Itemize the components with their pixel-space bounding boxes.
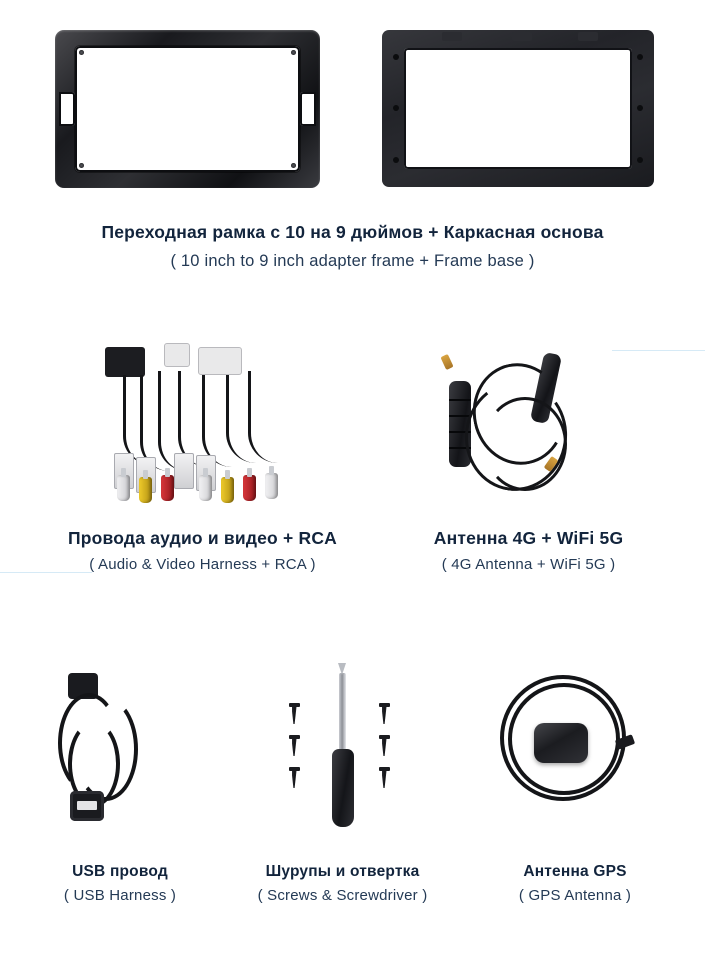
- screw: [381, 703, 388, 724]
- frame-screw-hole: [291, 50, 296, 55]
- caption-av-harness-ru: Провода аудио и видео + RCA: [67, 528, 338, 548]
- screw-shaft: [382, 707, 387, 724]
- caption-usb-harness-en: ( USB Harness ): [63, 887, 177, 905]
- frame-notch-left: [59, 92, 75, 126]
- item-screws-screwdriver: [228, 665, 458, 830]
- screw-shaft: [292, 707, 297, 724]
- caption-adapter-frame: [0, 222, 705, 272]
- frame-mount-tab: [512, 32, 532, 41]
- frame-screw-hole: [393, 54, 399, 60]
- frame-screw-hole: [637, 54, 643, 60]
- screw-head: [379, 735, 390, 739]
- screw-head: [379, 767, 390, 771]
- frame-screw-hole: [637, 105, 643, 111]
- av-harness-image: [78, 335, 328, 510]
- caption-gps-antenna: [458, 862, 693, 906]
- adapter-frame-image: [55, 30, 320, 188]
- frame-base-image: [382, 30, 654, 187]
- screw-head: [379, 703, 390, 707]
- screw: [291, 767, 298, 788]
- row-frames: [0, 30, 705, 188]
- glossy-frame-graphic: [55, 30, 320, 188]
- screwdriver-shaft: [339, 673, 346, 755]
- caption-adapter-frame-ru: Переходная рамка с 10 на 9 дюймов + Каркасная основа: [101, 222, 604, 242]
- caption-av-harness: [27, 528, 379, 574]
- harness-iso-connector: [105, 347, 145, 377]
- harness-wire: [248, 371, 281, 463]
- rca-plug-yellow: [139, 477, 152, 503]
- caption-antenna-4g-en: ( 4G Antenna + WiFi 5G ): [441, 555, 616, 573]
- caption-usb-harness-ru: USB провод: [72, 863, 168, 880]
- antenna-cable-loop: [483, 397, 567, 491]
- frame-screw-hole: [79, 163, 84, 168]
- screws-screwdriver-image: [253, 665, 433, 830]
- item-antenna-4g-wifi: [379, 335, 679, 510]
- caption-usb-harness: [13, 862, 228, 906]
- item-frame-base-matte: [353, 30, 683, 188]
- frame-screw-hole: [637, 157, 643, 163]
- gps-antenna-image: [488, 665, 663, 830]
- matte-frame-graphic: [382, 30, 654, 187]
- usb-port-female: [70, 791, 104, 821]
- rca-plug-white: [265, 473, 278, 499]
- screw-head: [289, 767, 300, 771]
- screw: [291, 735, 298, 756]
- frame-screw-hole: [291, 163, 296, 168]
- rca-plug-red: [243, 475, 256, 501]
- screw-head: [289, 703, 300, 707]
- caption-gps-antenna-en: ( GPS Antenna ): [518, 887, 632, 905]
- caption-screws-screwdriver-ru: Шурупы и отвертка: [265, 863, 420, 880]
- row-harness-antenna: [0, 335, 705, 510]
- frame-screw-hole: [79, 50, 84, 55]
- row-usb-tools-gps: [0, 665, 705, 830]
- caption-gps-antenna-ru: Антенна GPS: [523, 863, 627, 880]
- gps-receiver-puck: [534, 723, 588, 763]
- caption-av-harness-en: ( Audio & Video Harness + RCA ): [89, 555, 316, 573]
- sma-connector: [440, 354, 453, 370]
- item-usb-harness: [13, 665, 228, 830]
- rca-plug-red: [161, 475, 174, 501]
- row-captions-usb-tools-gps: [0, 862, 705, 906]
- rca-plug-white: [199, 475, 212, 501]
- rca-plug-yellow: [221, 477, 234, 503]
- caption-adapter-frame-en: ( 10 inch to 9 inch adapter frame + Frame base ): [170, 251, 535, 270]
- antenna-band: [449, 399, 471, 401]
- item-adapter-frame-glossy: [23, 30, 353, 188]
- frame-mount-tab: [442, 32, 462, 41]
- screw-shaft: [292, 771, 297, 788]
- caption-antenna-4g: [379, 528, 679, 574]
- screw-shaft: [292, 739, 297, 756]
- frame-screw-hole: [393, 105, 399, 111]
- frame-mount-tab: [578, 32, 598, 41]
- screw: [381, 735, 388, 756]
- item-gps-antenna: [458, 665, 693, 830]
- screw-shaft: [382, 771, 387, 788]
- usb-harness-image: [40, 665, 200, 830]
- harness-plug-housing: [174, 453, 194, 489]
- caption-screws-screwdriver-en: ( Screws & Screwdriver ): [257, 887, 428, 905]
- harness-white-connector: [164, 343, 190, 367]
- caption-antenna-4g-ru: Антенна 4G + WiFi 5G: [433, 528, 624, 548]
- row-captions-harness-antenna: [0, 528, 705, 574]
- antenna-4g-image: [429, 335, 629, 510]
- screw: [291, 703, 298, 724]
- frame-notch-right: [300, 92, 316, 126]
- screw: [381, 767, 388, 788]
- screwdriver-tip: [338, 663, 346, 675]
- item-av-harness: [27, 335, 379, 510]
- screw-shaft: [382, 739, 387, 756]
- screwdriver-handle: [332, 749, 354, 827]
- rca-plug-white: [117, 475, 130, 501]
- frame-screw-hole: [393, 157, 399, 163]
- caption-screws-screwdriver: [228, 862, 458, 906]
- screw-head: [289, 735, 300, 739]
